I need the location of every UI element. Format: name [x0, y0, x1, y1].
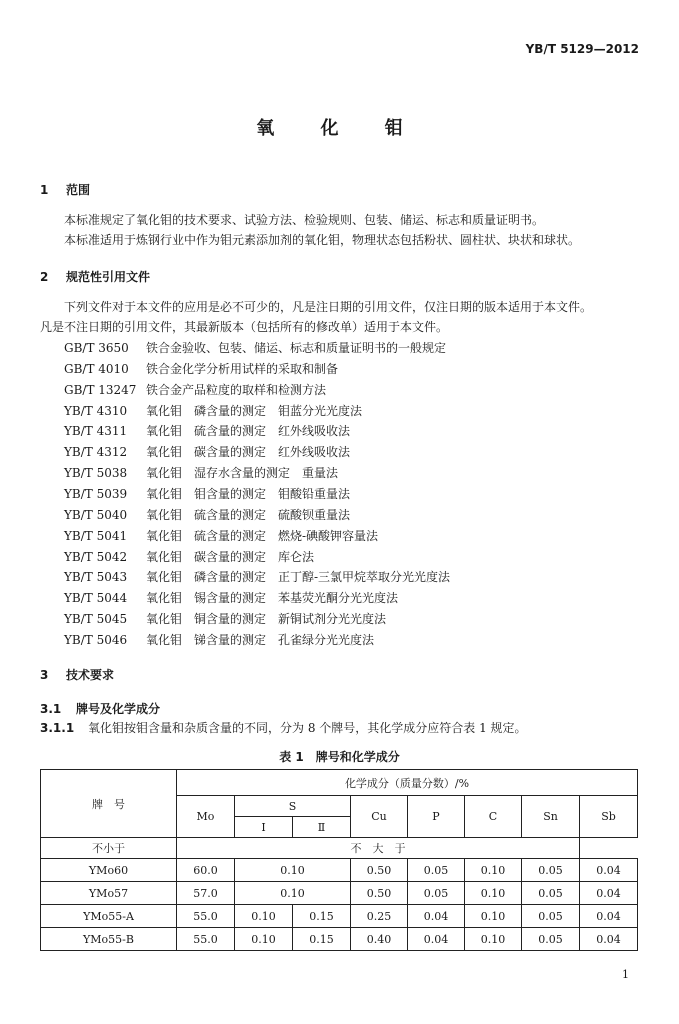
header-s-1: Ⅰ [235, 817, 293, 838]
cell-c: 0.10 [465, 928, 522, 951]
header-cu: Cu [351, 796, 408, 838]
reference-code: YB/T 4311 [64, 424, 128, 439]
header-mo: Mo [177, 796, 235, 838]
cell-grade: YMo60 [41, 859, 177, 882]
reference-code: YB/T 5038 [64, 466, 128, 481]
header-grade: 牌 号 [41, 770, 177, 838]
section-2-heading: 2 规范性引用文件 [40, 270, 151, 284]
cell-c: 0.10 [465, 859, 522, 882]
section-1-para-2: 本标准适用于炼钢行业中作为钼元素添加剂的氧化钼，物理状态包括粉状、圆柱状、块状和球状。 [64, 233, 581, 247]
reference-title: 铁合金化学分析用试样的采取和制备 [146, 361, 339, 376]
cell-s-1: 0.10 [235, 905, 293, 928]
reference-title: 氧化钼 硫含量的测定 硫酸钡重量法 [146, 507, 351, 522]
cell-p: 0.05 [408, 859, 465, 882]
reference-code: YB/T 4310 [64, 403, 128, 418]
cell-mo: 55.0 [177, 905, 235, 928]
cell-s-1: 0.10 [235, 928, 293, 951]
table-1-caption: 表 1 牌号和化学成分 [279, 750, 400, 764]
cell-sn: 0.05 [522, 882, 580, 905]
cell-p: 0.04 [408, 928, 465, 951]
reference-item [64, 383, 326, 397]
reference-item [64, 633, 374, 647]
cell-cu: 0.50 [351, 859, 408, 882]
reference-code: YB/T 5045 [64, 612, 128, 627]
reference-code: YB/T 4312 [64, 445, 128, 460]
reference-title: 氧化钼 钼含量的测定 钼酸铅重量法 [146, 486, 351, 501]
cell-p: 0.04 [408, 905, 465, 928]
section-1-para-1: 本标准规定了氧化钼的技术要求、试验方法、检验规则、包装、储运、标志和质量证明书。 [64, 213, 545, 227]
reference-item [64, 466, 338, 480]
section-1-heading: 1 范围 [40, 183, 91, 197]
cell-c: 0.10 [465, 882, 522, 905]
reference-item [64, 362, 338, 376]
reference-code: YB/T 5044 [64, 591, 128, 606]
table-row [41, 928, 638, 951]
cell-s-2: 0.15 [293, 905, 351, 928]
page-number: 1 [622, 968, 629, 981]
reference-item [64, 404, 362, 418]
cell-s: 0.10 [235, 859, 351, 882]
header-max: 不 大 于 [177, 838, 580, 859]
reference-title: 氧化钼 碳含量的测定 库仑法 [146, 549, 315, 564]
header-sb: Sb [580, 796, 638, 838]
reference-title: 氧化钼 硫含量的测定 燃烧-碘酸钾容量法 [146, 528, 379, 543]
section-2-para-line-1: 下列文件对于本文件的应用是必不可少的，凡是注日期的引用文件，仅注日期的版本适用于本文件。 [64, 300, 593, 314]
header-s: S [235, 796, 351, 817]
reference-item [64, 612, 386, 626]
table-row [41, 859, 638, 882]
table-1 [40, 769, 638, 951]
cell-sn: 0.05 [522, 905, 580, 928]
cell-mo: 60.0 [177, 859, 235, 882]
cell-cu: 0.50 [351, 882, 408, 905]
section-2-para-line-2: 凡是不注日期的引用文件，其最新版本（包括所有的修改单）适用于本文件。 [40, 320, 449, 334]
standard-number: YB/T 5129—2012 [525, 42, 639, 56]
cell-sn: 0.05 [522, 859, 580, 882]
reference-title: 氧化钼 湿存水含量的测定 重量法 [146, 466, 339, 481]
cell-grade: YMo57 [41, 882, 177, 905]
header-group: 化学成分（质量分数）/% [177, 770, 638, 796]
cell-mo: 55.0 [177, 928, 235, 951]
cell-sn: 0.05 [522, 928, 580, 951]
reference-code: GB/T 13247 [64, 382, 137, 397]
reference-title: 氧化钼 硫含量的测定 红外线吸收法 [146, 424, 351, 439]
reference-item [64, 424, 350, 438]
reference-item [64, 487, 350, 501]
reference-code: GB/T 4010 [64, 361, 129, 376]
header-p: P [408, 796, 465, 838]
reference-item [64, 445, 350, 459]
header-sn: Sn [522, 796, 580, 838]
cell-grade: YMo55-B [41, 928, 177, 951]
reference-title: 氧化钼 铜含量的测定 新铜试剂分光光度法 [146, 612, 387, 627]
reference-item [64, 570, 450, 584]
table-row [41, 905, 638, 928]
section-3-heading: 3 技术要求 [40, 668, 115, 682]
cell-s: 0.10 [235, 882, 351, 905]
reference-code: YB/T 5041 [64, 528, 128, 543]
cell-sb: 0.04 [580, 882, 638, 905]
cell-sb: 0.04 [580, 859, 638, 882]
reference-code: YB/T 5039 [64, 486, 128, 501]
cell-cu: 0.40 [351, 928, 408, 951]
reference-item [64, 591, 398, 605]
section-3-1-1-text: 3.1.1 氧化钼按钼含量和杂质含量的不同，分为 8 个牌号，其化学成分应符合表 1 规定。 [40, 721, 527, 735]
reference-code: YB/T 5046 [64, 632, 128, 647]
reference-title: 氧化钼 磷含量的测定 钼蓝分光光度法 [146, 403, 363, 418]
table-row [41, 882, 638, 905]
header-c: C [465, 796, 522, 838]
document-title: 氧 化 钼 [256, 118, 423, 139]
cell-sb: 0.04 [580, 928, 638, 951]
reference-item [64, 529, 378, 543]
header-s-2: Ⅱ [293, 817, 351, 838]
cell-c: 0.10 [465, 905, 522, 928]
reference-code: YB/T 5043 [64, 570, 128, 585]
reference-title: 氧化钼 磷含量的测定 正丁醇-三氯甲烷萃取分光光度法 [146, 570, 451, 585]
cell-cu: 0.25 [351, 905, 408, 928]
reference-title: 氧化钼 锑含量的测定 孔雀绿分光光度法 [146, 632, 375, 647]
header-min: 不小于 [41, 838, 177, 859]
reference-item [64, 508, 350, 522]
cell-mo: 57.0 [177, 882, 235, 905]
reference-item [64, 550, 314, 564]
cell-grade: YMo55-A [41, 905, 177, 928]
cell-s-2: 0.15 [293, 928, 351, 951]
cell-sb: 0.04 [580, 905, 638, 928]
reference-title: 铁合金产品粒度的取样和检测方法 [146, 382, 327, 397]
section-3-1-heading: 3.1 牌号及化学成分 [40, 702, 161, 716]
reference-code: GB/T 3650 [64, 341, 129, 355]
reference-code: YB/T 5040 [64, 507, 128, 522]
reference-title: 铁合金验收、包装、储运、标志和质量证明书的一般规定 [146, 341, 447, 355]
reference-code: YB/T 5042 [64, 549, 128, 564]
reference-item [64, 341, 446, 355]
reference-title: 氧化钼 碳含量的测定 红外线吸收法 [146, 445, 351, 460]
cell-p: 0.05 [408, 882, 465, 905]
reference-title: 氧化钼 锡含量的测定 苯基荧光酮分光光度法 [146, 591, 399, 606]
